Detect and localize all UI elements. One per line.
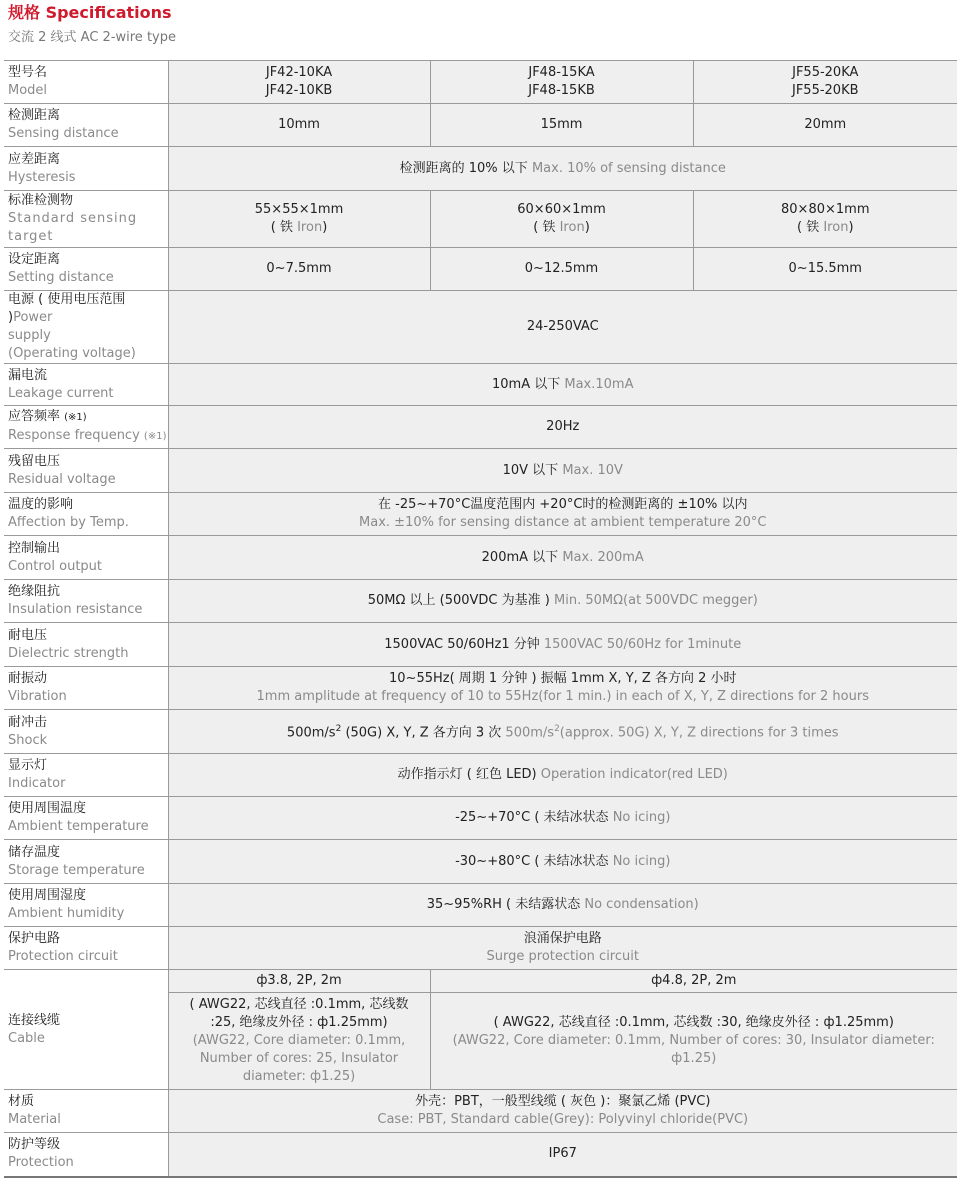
value-cell: 20Hz: [168, 406, 957, 449]
row-label: [4, 667, 168, 710]
value-cell: 15mm: [430, 104, 693, 147]
value-cell: 60×60×1mm ( 铁 Iron): [430, 191, 693, 248]
label-cn: 材质: [8, 1094, 35, 1109]
row-label: [4, 1133, 168, 1177]
row-dielectric: [4, 623, 957, 667]
value-cell: 0~7.5mm: [168, 248, 430, 291]
label-cn: 使用周围湿度: [8, 888, 87, 903]
value-en: (approx. 50G) X, Y, Z directions for 3 times: [559, 725, 839, 741]
row-label: [4, 840, 168, 884]
label-cn: 电源 ( 使用电压范围 ): [8, 292, 126, 325]
row-label: [4, 710, 168, 754]
label-en: Leakage current: [8, 385, 114, 401]
model-1a: JF42-10KA: [265, 65, 333, 80]
row-sensing-distance: [4, 104, 957, 147]
row-indicator: [4, 754, 957, 797]
row-protection-circuit: [4, 927, 957, 970]
row-temp-effect: [4, 493, 957, 536]
label-en: Setting distance: [8, 270, 114, 285]
value-cn: -25~+70°C ( 未结冰状态: [455, 810, 609, 825]
label-en: Protection: [8, 1155, 74, 1171]
value-en: 500m/s: [505, 725, 555, 741]
value-en: Max. 200mA: [562, 549, 644, 565]
label-cn: 耐振动: [8, 671, 48, 686]
label-cn: 储存温度: [8, 844, 61, 860]
value-en: Max. 10V: [562, 462, 623, 478]
label-cn: 控制输出: [8, 540, 61, 556]
label-cn: 温度的影响: [8, 497, 74, 512]
label-en: Standard sensing target: [8, 211, 138, 244]
value-cn: -30~+80°C ( 未结冰状态: [455, 853, 609, 869]
value-en: Case: PBT, Standard cable(Grey): Polyvinyl chloride(PVC): [377, 1112, 749, 1127]
value-cell: 0~12.5mm: [430, 248, 693, 291]
label-cn: 连接线缆: [8, 1012, 61, 1028]
row-label: [4, 623, 168, 667]
model-3a: JF55-20KA: [792, 65, 859, 80]
value-cn: 动作指示灯 ( 红色 LED): [397, 767, 537, 782]
label-en: Storage temperature: [8, 862, 145, 878]
label-en: supply: [8, 328, 51, 343]
row-label: [4, 147, 168, 191]
value-en: (AWG22, Core diameter: 0.1mm, Number of cores: 25, Insulator diameter: ф1.25): [192, 1033, 406, 1084]
cable-2-spec: ф4.8, 2P, 2m: [430, 970, 957, 993]
row-label: [4, 364, 168, 406]
footnote-mark: (※1): [64, 412, 87, 423]
row-label: [4, 449, 168, 493]
value-cn: 10mA 以下: [492, 376, 561, 392]
label-en: Protection circuit: [8, 949, 118, 964]
value-cell: 10mm: [168, 104, 430, 147]
label-cn: 设定距离: [8, 252, 61, 267]
cable-2-detail: [430, 993, 957, 1090]
row-ambient-temp: [4, 797, 957, 840]
label-cn: 残留电压: [8, 453, 61, 469]
value-cell: [168, 840, 957, 884]
value-cell: [168, 493, 957, 536]
label-en: Power: [13, 310, 53, 325]
value-en: Max. ±10% for sensing distance at ambient temperature 20°C: [359, 515, 767, 530]
value-cn: (50G) X, Y, Z 各方向 3 次: [345, 725, 502, 741]
value-cn: ( AWG22, 芯线直径 :0.1mm, 芯线数 :30, 绝缘皮外径 : ф1.25mm): [493, 1015, 894, 1030]
target-size: 80×80×1mm: [781, 202, 870, 217]
label-en: Control output: [8, 558, 103, 574]
row-label: [4, 536, 168, 580]
label-cn: 漏电流: [8, 367, 48, 383]
model-cell-3: [693, 61, 957, 104]
value-cell: 80×80×1mm ( 铁 Iron): [693, 191, 957, 248]
value-cell: 0~15.5mm: [693, 248, 957, 291]
value-cn: 1500VAC 50/60Hz1 分钟: [384, 636, 540, 652]
label-cn: 防护等级: [8, 1137, 61, 1153]
row-label: [4, 191, 168, 248]
value-cell: [168, 927, 957, 970]
model-cell-2: [430, 61, 693, 104]
row-label: [4, 104, 168, 147]
label-cn: 耐冲击: [8, 714, 48, 730]
value-cell: [168, 754, 957, 797]
row-control-output: [4, 536, 957, 580]
section-title: 规格 Specifications: [8, 3, 172, 22]
value-cell: 20mm: [693, 104, 957, 147]
value-cn: 500m/s: [286, 725, 336, 741]
row-vibration: [4, 667, 957, 710]
label-cn: 保护电路: [8, 931, 61, 946]
value-cell: [168, 580, 957, 623]
model-2a: JF48-15KA: [528, 65, 595, 80]
value-cell: [168, 449, 957, 493]
label-cn: 使用周围温度: [8, 801, 87, 816]
row-label: [4, 493, 168, 536]
value-cell: IP67: [168, 1133, 957, 1177]
value-cell: [168, 623, 957, 667]
value-cell: [168, 536, 957, 580]
section-subtitle: 交流 2 线式 AC 2-wire type: [8, 30, 176, 45]
value-en: Max. 10% of sensing distance: [531, 160, 726, 176]
value-cell: [168, 797, 957, 840]
cable-1-detail: [168, 993, 430, 1090]
value-en: 1500VAC 50/60Hz for 1minute: [543, 636, 742, 652]
label-en: Insulation resistance: [8, 602, 143, 617]
label-en: Hysteresis: [8, 169, 76, 185]
row-label: [4, 248, 168, 291]
label-en: (Operating voltage): [8, 346, 136, 361]
model-2b: JF48-15KB: [528, 83, 595, 98]
row-label: [4, 754, 168, 797]
row-response-frequency: [4, 406, 957, 449]
value-en: (AWG22, Core diameter: 0.1mm, Number of cores: 30, Insulator diameter: ф1.25): [452, 1033, 935, 1066]
model-cell-1: [168, 61, 430, 104]
label-en: Dielectric strength: [8, 645, 129, 661]
label-cn: 应答频率: [8, 409, 61, 424]
label-en: Response frequency: [8, 428, 140, 443]
row-leakage: [4, 364, 957, 406]
value-cell: 24-250VAC: [168, 291, 957, 364]
footnote-mark: (※1): [143, 431, 167, 442]
model-1b: JF42-10KB: [265, 83, 333, 98]
spec-table: [4, 60, 957, 1178]
row-protection: [4, 1133, 957, 1177]
label-cn: 绝缘阻抗: [8, 584, 61, 599]
row-model: [4, 61, 957, 104]
superscript: 2: [554, 724, 560, 735]
value-cn: ( AWG22, 芯线直径 :0.1mm, 芯线数 :25, 绝缘皮外径 : ф1.25mm): [189, 997, 409, 1030]
value-cn: 外壳：PBT，一般型线缆 ( 灰色 )：聚氯乙烯 (PVC): [415, 1094, 711, 1109]
row-material: [4, 1090, 957, 1133]
row-hysteresis: [4, 147, 957, 191]
label-cn: 应差距离: [8, 151, 61, 167]
row-storage-temp: [4, 840, 957, 884]
value-en: No icing): [612, 810, 671, 825]
value-cn: 10V 以下: [502, 462, 559, 478]
value-cn: 检测距离的 10% 以下: [399, 160, 528, 176]
value-cn: 浪涌保护电路: [523, 931, 602, 946]
label-en: Ambient humidity: [8, 906, 125, 921]
label-en: Ambient temperature: [8, 819, 149, 834]
value-cell: [168, 667, 957, 710]
label-en: Material: [8, 1112, 61, 1127]
row-label: [4, 291, 168, 364]
value-cn: 在 -25~+70°C温度范围内 +20°C时的检测距离的 ±10% 以内: [378, 497, 748, 512]
row-target: [4, 191, 957, 248]
label-cn: 型号名: [8, 65, 48, 80]
row-power: [4, 291, 957, 364]
label-en: Model: [8, 83, 48, 98]
spec-header: [8, 2, 176, 48]
row-label: [4, 927, 168, 970]
value-cn: 35~95%RH ( 未结露状态: [426, 897, 581, 912]
row-label: [4, 970, 168, 1090]
row-label: [4, 406, 168, 449]
target-size: 60×60×1mm: [517, 202, 606, 217]
row-cable: [4, 970, 957, 993]
iron-cn: 铁: [806, 220, 820, 235]
row-humidity: [4, 884, 957, 927]
row-insulation: [4, 580, 957, 623]
row-label: [4, 797, 168, 840]
target-size: 55×55×1mm: [254, 202, 344, 217]
label-en: Sensing distance: [8, 126, 119, 141]
label-cn: 耐电压: [8, 627, 48, 643]
label-en: Shock: [8, 732, 48, 748]
iron-en: Iron: [823, 220, 849, 235]
label-en: Affection by Temp.: [8, 515, 129, 530]
model-3b: JF55-20KB: [791, 83, 859, 98]
row-label: [4, 884, 168, 927]
value-en: 1mm amplitude at frequency of 10 to 55Hz(for 1 min.) in each of X, Y, Z directions for 2 hours: [256, 689, 869, 704]
row-setting-distance: [4, 248, 957, 291]
row-shock: [4, 710, 957, 754]
label-cn: 标准检测物: [8, 193, 74, 208]
value-cn: 200mA 以下: [481, 549, 559, 565]
value-en: No condensation): [584, 897, 699, 912]
value-en: Min. 50MΩ(at 500VDC megger): [554, 593, 758, 608]
iron-en: Iron: [297, 220, 323, 235]
value-cell: 55×55×1mm ( 铁 Iron): [168, 191, 430, 248]
label-cn: 检测距离: [8, 108, 61, 123]
label-en: Indicator: [8, 776, 66, 791]
cable-1-spec: ф3.8, 2P, 2m: [168, 970, 430, 993]
label-en: Residual voltage: [8, 471, 116, 487]
label-en: Vibration: [8, 689, 67, 704]
iron-en: Iron: [559, 220, 585, 235]
label-cn: 显示灯: [8, 758, 48, 773]
value-en: Operation indicator(red LED): [540, 767, 728, 782]
value-cell: [168, 884, 957, 927]
value-en: No icing): [612, 853, 671, 869]
row-label: [4, 61, 168, 104]
value-cell: [168, 710, 957, 754]
superscript: 2: [335, 724, 342, 735]
iron-cn: 铁: [279, 220, 293, 235]
value-cell: [168, 1090, 957, 1133]
label-en: Cable: [8, 1030, 45, 1046]
value-en: Surge protection circuit: [486, 949, 639, 964]
iron-cn: 铁: [542, 220, 556, 235]
row-label: [4, 580, 168, 623]
value-cn: 50MΩ 以上 (500VDC 为基准 ): [367, 593, 550, 608]
value-cell: [168, 147, 957, 191]
value-cell: [168, 364, 957, 406]
row-label: [4, 1090, 168, 1133]
value-en: Max.10mA: [564, 376, 634, 392]
value-cn: 10~55Hz( 周期 1 分钟 ) 振幅 1mm X, Y, Z 各方向 2 小时: [389, 671, 737, 686]
row-residual: [4, 449, 957, 493]
